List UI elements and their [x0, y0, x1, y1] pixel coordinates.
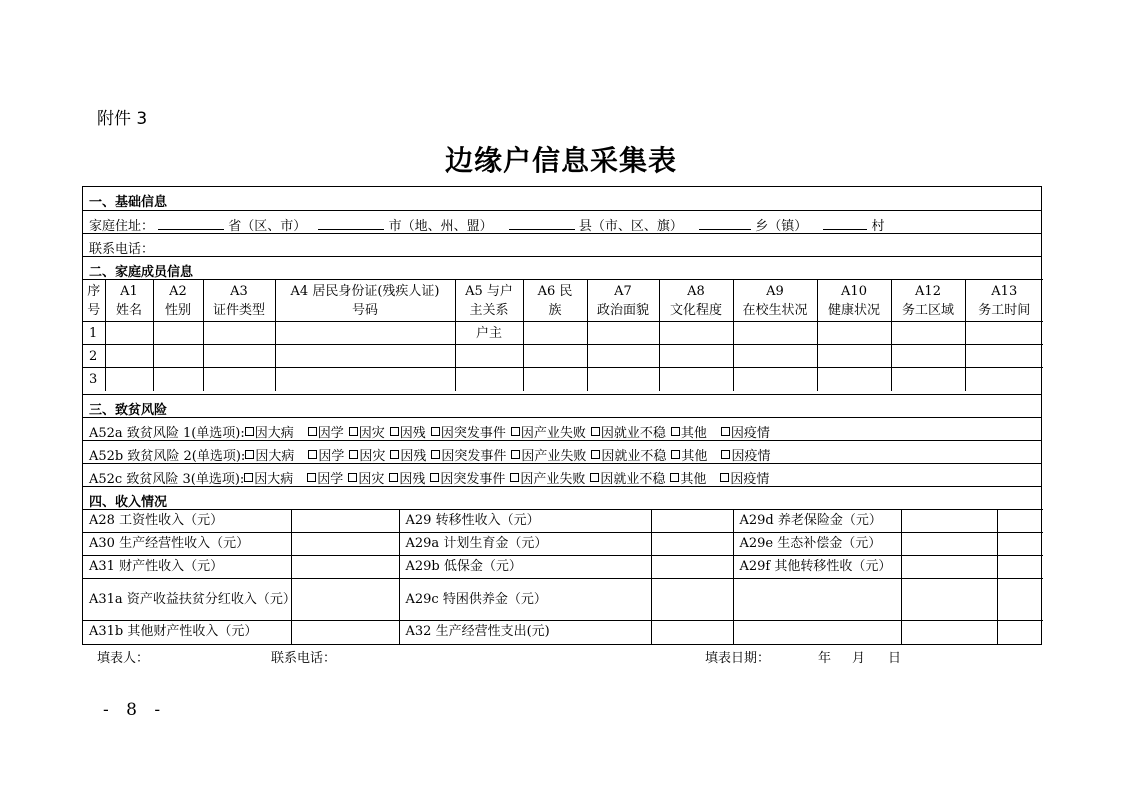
risk-options	[245, 449, 770, 464]
risk-option-label: 因残	[399, 426, 426, 441]
risk-option-label: 其他	[680, 426, 707, 441]
income-value[interactable]	[651, 556, 733, 579]
header-top: A13	[991, 283, 1018, 299]
cell-ethnicity[interactable]	[523, 322, 587, 345]
footer-day: 日	[888, 651, 902, 666]
risk-label: A52b 致贫风险 2(单选项):	[89, 449, 246, 464]
income-label: A29f 其他转移性收（元）	[733, 556, 901, 579]
risk-option[interactable]	[348, 472, 384, 487]
header-top: A1	[120, 283, 138, 299]
cell-student[interactable]	[733, 345, 817, 368]
header-top: A4 居民身份证(残疾人证)	[290, 283, 440, 299]
form-title: 边缘户信息采集表	[444, 144, 677, 177]
cell-name[interactable]	[105, 345, 153, 368]
risk-option[interactable]	[430, 472, 505, 487]
cell-id-type[interactable]	[203, 368, 275, 391]
risk-option-label: 因突发事件	[440, 426, 506, 441]
risk-option[interactable]	[431, 426, 506, 441]
income-value[interactable]	[901, 533, 997, 556]
cell-political[interactable]	[587, 322, 659, 345]
risk-option-label: 因学	[317, 426, 344, 441]
header-bottom: 在校生状况	[742, 302, 808, 318]
members-table	[83, 279, 1043, 391]
income-value[interactable]	[901, 621, 997, 644]
risk-option-label: 因产业失败	[521, 449, 587, 464]
cell-id-number[interactable]	[275, 368, 455, 391]
income-extra[interactable]	[997, 533, 1043, 556]
risk-option-label: 因灾	[358, 472, 385, 487]
risk-option-label: 因学	[318, 449, 345, 464]
risk-option[interactable]	[389, 472, 425, 487]
checkbox-icon[interactable]	[349, 427, 358, 436]
risk-option-label: 因疫情	[730, 472, 770, 487]
income-value[interactable]	[651, 621, 733, 644]
checkbox-icon[interactable]	[431, 427, 440, 436]
checkbox-icon[interactable]	[670, 473, 679, 482]
income-extra[interactable]	[997, 579, 1043, 621]
risk-option-label: 因产业失败	[520, 426, 586, 441]
section-risk-title: 三、致贫风险	[89, 403, 168, 418]
checkbox-icon[interactable]	[511, 450, 520, 459]
phone-label: 联系电话：	[89, 242, 155, 257]
risk-option[interactable]	[511, 426, 586, 441]
cell-health[interactable]	[817, 345, 891, 368]
income-value[interactable]	[901, 579, 997, 621]
cell-education[interactable]	[659, 368, 733, 391]
risk-row	[83, 463, 1041, 486]
risk-option-label: 因残	[399, 472, 426, 487]
risk-options	[244, 472, 769, 487]
income-value[interactable]	[901, 556, 997, 579]
risk-option-label: 因疫情	[730, 426, 770, 441]
address-label: 家庭住址：	[89, 219, 155, 234]
risk-option[interactable]	[671, 449, 707, 464]
income-row	[83, 556, 1043, 579]
header-bottom: 健康状况	[827, 302, 880, 318]
header-top: A5 与户	[465, 283, 513, 299]
section-income-title: 四、收入情况	[89, 495, 168, 510]
cell-work-area[interactable]	[891, 322, 965, 345]
village-blank[interactable]	[823, 217, 867, 230]
risk-option-label: 因就业不稳	[600, 426, 666, 441]
income-value[interactable]	[291, 579, 399, 621]
income-label: A28 工资性收入（元）	[83, 510, 291, 533]
township-blank[interactable]	[699, 217, 751, 230]
risk-option-label: 因突发事件	[440, 472, 506, 487]
cell-student[interactable]	[733, 322, 817, 345]
risk-options	[245, 426, 770, 441]
cell-political[interactable]	[587, 345, 659, 368]
income-extra[interactable]	[997, 621, 1043, 644]
header-top: A10	[841, 283, 867, 299]
income-row	[83, 533, 1043, 556]
checkbox-icon[interactable]	[430, 473, 439, 482]
checkbox-icon[interactable]	[308, 427, 317, 436]
checkbox-icon[interactable]	[590, 473, 599, 482]
checkbox-icon[interactable]	[389, 473, 398, 482]
risk-option-label: 因就业不稳	[600, 472, 666, 487]
section-basic-row	[83, 187, 1041, 210]
cell-work-time[interactable]	[965, 368, 1043, 391]
county-blank[interactable]	[509, 217, 575, 230]
income-label: A30 生产经营性收入（元）	[83, 533, 291, 556]
header-top: 序	[87, 283, 101, 299]
income-label	[733, 579, 901, 621]
income-value[interactable]	[291, 556, 399, 579]
checkbox-icon[interactable]	[349, 450, 358, 459]
header-bottom: 务工时间	[978, 302, 1031, 318]
township-label: 乡（镇）	[755, 219, 808, 234]
income-value[interactable]	[651, 533, 733, 556]
income-value[interactable]	[651, 510, 733, 533]
cell-ethnicity[interactable]	[523, 345, 587, 368]
cell-id-number[interactable]	[275, 322, 455, 345]
risk-option[interactable]	[591, 449, 666, 464]
risk-option-label: 其他	[681, 449, 708, 464]
risk-option-label: 因产业失败	[520, 472, 586, 487]
header-bottom: 性别	[164, 302, 191, 318]
cell-political[interactable]	[587, 368, 659, 391]
cell-relation[interactable]: 户主	[455, 322, 523, 345]
checkbox-icon[interactable]	[307, 473, 316, 482]
income-value[interactable]	[651, 579, 733, 621]
header-top: A9	[766, 283, 784, 299]
income-value[interactable]	[291, 533, 399, 556]
header-top: A7	[614, 283, 632, 299]
cell-education[interactable]	[659, 322, 733, 345]
checkbox-icon[interactable]	[244, 473, 253, 482]
income-value[interactable]	[291, 510, 399, 533]
income-label: A31a 资产收益扶贫分红收入（元）	[83, 579, 291, 621]
risk-option[interactable]	[721, 426, 770, 441]
checkbox-icon[interactable]	[510, 473, 519, 482]
checkbox-icon[interactable]	[308, 450, 317, 459]
header-bottom: 姓名	[115, 302, 142, 318]
income-label: A29d 养老保险金（元）	[733, 510, 901, 533]
risk-option[interactable]	[670, 472, 706, 487]
income-table	[83, 509, 1043, 644]
income-extra[interactable]	[997, 556, 1043, 579]
checkbox-icon[interactable]	[591, 427, 600, 436]
cell-id-number[interactable]	[275, 345, 455, 368]
section-risk-row	[83, 394, 1041, 417]
member-no: 2	[83, 345, 105, 368]
income-row	[83, 621, 1043, 644]
checkbox-icon[interactable]	[591, 450, 600, 459]
risk-option[interactable]	[431, 449, 506, 464]
risk-row	[83, 417, 1041, 440]
member-row	[83, 345, 1043, 368]
risk-option[interactable]	[244, 472, 293, 487]
income-label: A29b 低保金（元）	[399, 556, 651, 579]
footer-date-label: 填表日期：	[705, 651, 771, 666]
risk-option[interactable]	[308, 449, 344, 464]
risk-option-label: 其他	[680, 472, 707, 487]
risk-option[interactable]	[308, 426, 344, 441]
cell-gender[interactable]	[153, 368, 203, 391]
checkbox-icon[interactable]	[671, 427, 680, 436]
risk-option[interactable]	[245, 449, 294, 464]
income-label: A29e 生态补偿金（元）	[733, 533, 901, 556]
cell-work-area[interactable]	[891, 345, 965, 368]
section-basic-title: 一、基础信息	[89, 195, 168, 210]
checkbox-icon[interactable]	[720, 473, 729, 482]
risk-option[interactable]	[349, 449, 385, 464]
income-label: A29c 特困供养金（元）	[399, 579, 651, 621]
county-label: 县（市、区、旗）	[578, 219, 683, 234]
header-top: A6 民	[537, 283, 573, 299]
header-bottom: 主关系	[469, 302, 509, 318]
risk-option[interactable]	[390, 449, 426, 464]
address-row	[83, 210, 1041, 233]
risk-option-label: 因灾	[359, 449, 386, 464]
income-value[interactable]	[901, 510, 997, 533]
income-label: A32 生产经营性支出(元)	[399, 621, 651, 644]
header-top: A8	[687, 283, 705, 299]
cell-relation[interactable]	[455, 368, 523, 391]
footer-month: 月	[852, 651, 866, 666]
header-bottom: 族	[548, 302, 562, 318]
cell-student[interactable]	[733, 368, 817, 391]
cell-gender[interactable]	[153, 322, 203, 345]
risk-option-label: 因灾	[358, 426, 385, 441]
checkbox-icon[interactable]	[671, 450, 680, 459]
header-top: A2	[169, 283, 187, 299]
member-no: 3	[83, 368, 105, 391]
header-top: A12	[915, 283, 941, 299]
risk-label: A52a 致贫风险 1(单选项):	[89, 426, 245, 441]
risk-option-label: 因残	[400, 449, 427, 464]
member-no: 1	[83, 322, 105, 345]
header-top: A3	[230, 283, 248, 299]
risk-option[interactable]	[307, 472, 343, 487]
header-bottom: 政治面貌	[596, 302, 649, 318]
section-members-row	[83, 256, 1041, 279]
income-extra[interactable]	[997, 510, 1043, 533]
risk-option-label: 因突发事件	[441, 449, 507, 464]
page-number: - 8 -	[103, 700, 167, 720]
member-row	[83, 368, 1043, 391]
income-label: A29a 计划生育金（元）	[399, 533, 651, 556]
risk-option[interactable]	[591, 426, 666, 441]
income-row	[83, 510, 1043, 533]
member-row	[83, 322, 1043, 345]
form-table	[82, 186, 1042, 645]
checkbox-icon[interactable]	[245, 427, 254, 436]
cell-name[interactable]	[105, 368, 153, 391]
cell-education[interactable]	[659, 345, 733, 368]
risk-option-label: 因大病	[255, 449, 295, 464]
cell-gender[interactable]	[153, 345, 203, 368]
risk-option[interactable]	[349, 426, 385, 441]
risk-option-label: 因疫情	[731, 449, 771, 464]
cell-work-area[interactable]	[891, 368, 965, 391]
province-label: 省（区、市）	[228, 219, 307, 234]
checkbox-icon[interactable]	[721, 450, 730, 459]
income-label: A31 财产性收入（元）	[83, 556, 291, 579]
risk-option-label: 因就业不稳	[601, 449, 667, 464]
cell-health[interactable]	[817, 322, 891, 345]
checkbox-icon[interactable]	[431, 450, 440, 459]
risk-option[interactable]	[511, 449, 586, 464]
income-row	[83, 579, 1043, 621]
cell-relation[interactable]	[455, 345, 523, 368]
members-header-row	[83, 280, 1043, 322]
risk-option[interactable]	[590, 472, 665, 487]
cell-name[interactable]	[105, 322, 153, 345]
risk-option[interactable]	[721, 449, 770, 464]
risk-option-label: 因学	[317, 472, 344, 487]
risk-option-label: 因大病	[254, 426, 294, 441]
risk-option[interactable]	[390, 426, 426, 441]
checkbox-icon[interactable]	[245, 450, 254, 459]
cell-id-type[interactable]	[203, 322, 275, 345]
risk-option[interactable]	[720, 472, 769, 487]
city-label: 市（地、州、盟）	[388, 219, 493, 234]
village-label: 村	[871, 219, 885, 234]
checkbox-icon[interactable]	[390, 450, 399, 459]
section-members-title: 二、家庭成员信息	[89, 265, 194, 280]
cell-id-type[interactable]	[203, 345, 275, 368]
header-bottom: 文化程度	[669, 302, 722, 318]
risk-row	[83, 440, 1041, 463]
phone-row	[83, 233, 1041, 256]
income-label: A31b 其他财产性收入（元）	[83, 621, 291, 644]
cell-work-time[interactable]	[965, 322, 1043, 345]
checkbox-icon[interactable]	[721, 427, 730, 436]
cell-health[interactable]	[817, 368, 891, 391]
header-bottom: 证件类型	[212, 302, 265, 318]
header-bottom: 号	[87, 302, 101, 318]
risk-option[interactable]	[245, 426, 294, 441]
footer-phone-label: 联系电话：	[271, 651, 337, 666]
attachment-label: 附件 3	[97, 109, 148, 129]
footer-year: 年	[818, 651, 832, 666]
header-bottom: 号码	[351, 302, 378, 318]
income-value[interactable]	[291, 621, 399, 644]
risk-label: A52c 致贫风险 3(单选项):	[89, 472, 245, 487]
risk-option[interactable]	[671, 426, 707, 441]
checkbox-icon[interactable]	[511, 427, 520, 436]
income-label: A29 转移性收入（元）	[399, 510, 651, 533]
cell-work-time[interactable]	[965, 345, 1043, 368]
checkbox-icon[interactable]	[390, 427, 399, 436]
province-blank[interactable]	[158, 217, 224, 230]
section-income-row	[83, 486, 1041, 509]
city-blank[interactable]	[318, 217, 384, 230]
footer-filler-label: 填表人：	[97, 651, 150, 666]
address-line	[89, 215, 885, 234]
risk-option-label: 因大病	[254, 472, 294, 487]
cell-ethnicity[interactable]	[523, 368, 587, 391]
checkbox-icon[interactable]	[348, 473, 357, 482]
income-label	[733, 621, 901, 644]
risk-option[interactable]	[510, 472, 585, 487]
header-bottom: 务工区域	[901, 302, 954, 318]
